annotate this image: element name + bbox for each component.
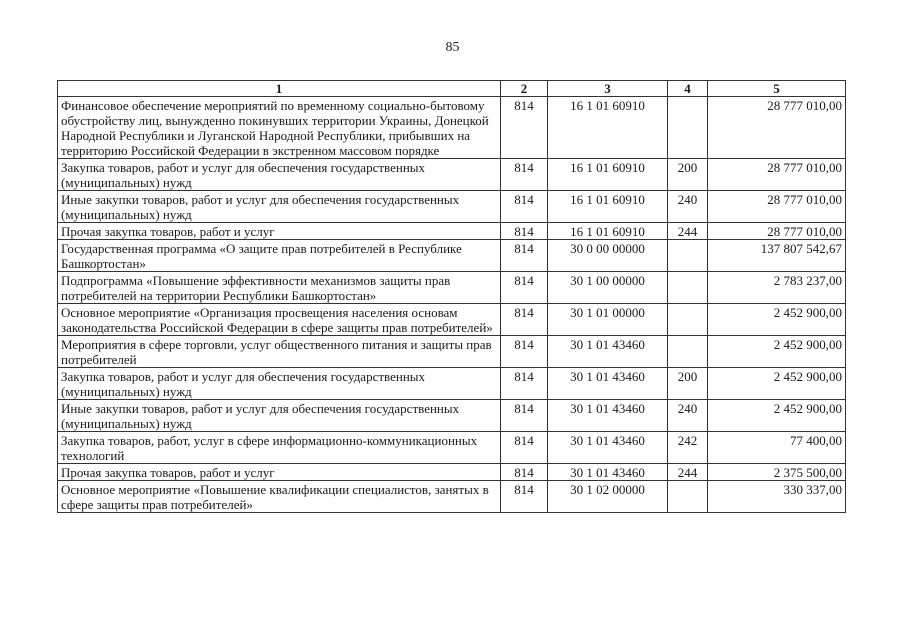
row-name: Государственная программа «О защите прав потребителей в Республике Башкортостан» — [58, 240, 501, 272]
row-name: Мероприятия в сфере торговли, услуг общественного питания и защиты прав потребителей — [58, 336, 501, 368]
table-row — [58, 272, 846, 304]
row-target-code: 30 1 01 43460 — [548, 336, 668, 368]
table-row — [58, 481, 846, 513]
row-expense-type: 200 — [668, 368, 708, 400]
row-amount: 2 375 500,00 — [708, 464, 846, 481]
table-row — [58, 97, 846, 159]
row-target-code: 30 1 02 00000 — [548, 481, 668, 513]
row-expense-type: 244 — [668, 223, 708, 240]
row-name: Основное мероприятие «Повышение квалификации специалистов, занятых в сфере защиты прав потребителей» — [58, 481, 501, 513]
row-name: Закупка товаров, работ и услуг для обеспечения государственных (муниципальных) нужд — [58, 368, 501, 400]
row-target-code: 30 1 01 43460 — [548, 432, 668, 464]
row-ministry-code: 814 — [501, 97, 548, 159]
table-body — [58, 97, 846, 513]
row-amount: 28 777 010,00 — [708, 159, 846, 191]
row-amount: 2 783 237,00 — [708, 272, 846, 304]
row-target-code: 30 1 01 43460 — [548, 400, 668, 432]
row-ministry-code: 814 — [501, 191, 548, 223]
row-amount: 330 337,00 — [708, 481, 846, 513]
row-name: Прочая закупка товаров, работ и услуг — [58, 223, 501, 240]
row-ministry-code: 814 — [501, 368, 548, 400]
row-target-code: 16 1 01 60910 — [548, 97, 668, 159]
row-amount: 2 452 900,00 — [708, 304, 846, 336]
row-ministry-code: 814 — [501, 223, 548, 240]
table-row — [58, 191, 846, 223]
row-target-code: 30 1 01 43460 — [548, 368, 668, 400]
row-expense-type — [668, 336, 708, 368]
table-row — [58, 304, 846, 336]
row-name: Иные закупки товаров, работ и услуг для обеспечения государственных (муниципальных) нужд — [58, 400, 501, 432]
row-amount: 77 400,00 — [708, 432, 846, 464]
table-row — [58, 400, 846, 432]
row-expense-type: 200 — [668, 159, 708, 191]
row-expense-type: 244 — [668, 464, 708, 481]
row-amount: 2 452 900,00 — [708, 368, 846, 400]
row-expense-type — [668, 97, 708, 159]
row-ministry-code: 814 — [501, 159, 548, 191]
row-target-code: 30 1 01 00000 — [548, 304, 668, 336]
row-amount: 28 777 010,00 — [708, 191, 846, 223]
row-name: Иные закупки товаров, работ и услуг для обеспечения государственных (муниципальных) нужд — [58, 191, 501, 223]
table-row — [58, 336, 846, 368]
row-target-code: 30 0 00 00000 — [548, 240, 668, 272]
row-expense-type: 242 — [668, 432, 708, 464]
budget-table — [57, 80, 846, 513]
row-name: Закупка товаров, работ, услуг в сфере информационно-коммуникационных технологий — [58, 432, 501, 464]
row-expense-type — [668, 272, 708, 304]
row-name: Закупка товаров, работ и услуг для обеспечения государственных (муниципальных) нужд — [58, 159, 501, 191]
row-target-code: 16 1 01 60910 — [548, 223, 668, 240]
row-amount: 28 777 010,00 — [708, 223, 846, 240]
row-name: Подпрограмма «Повышение эффективности механизмов защиты прав потребителей на территории Республики Башкортостан» — [58, 272, 501, 304]
row-ministry-code: 814 — [501, 272, 548, 304]
column-header-expense-type: 4 — [668, 81, 708, 97]
row-target-code: 30 1 01 43460 — [548, 464, 668, 481]
row-target-code: 16 1 01 60910 — [548, 159, 668, 191]
row-ministry-code: 814 — [501, 481, 548, 513]
column-header-amount: 5 — [708, 81, 846, 97]
table-row — [58, 432, 846, 464]
row-ministry-code: 814 — [501, 240, 548, 272]
column-header-ministry: 2 — [501, 81, 548, 97]
column-header-name: 1 — [58, 81, 501, 97]
row-target-code: 30 1 00 00000 — [548, 272, 668, 304]
column-header-target: 3 — [548, 81, 668, 97]
row-ministry-code: 814 — [501, 464, 548, 481]
row-expense-type: 240 — [668, 191, 708, 223]
row-expense-type — [668, 304, 708, 336]
row-ministry-code: 814 — [501, 432, 548, 464]
row-expense-type: 240 — [668, 400, 708, 432]
row-expense-type — [668, 481, 708, 513]
row-ministry-code: 814 — [501, 336, 548, 368]
row-name: Прочая закупка товаров, работ и услуг — [58, 464, 501, 481]
row-ministry-code: 814 — [501, 400, 548, 432]
row-amount: 137 807 542,67 — [708, 240, 846, 272]
row-ministry-code: 814 — [501, 304, 548, 336]
row-amount: 2 452 900,00 — [708, 336, 846, 368]
table-row — [58, 240, 846, 272]
table-row — [58, 368, 846, 400]
row-target-code: 16 1 01 60910 — [548, 191, 668, 223]
page-number: 85 — [445, 40, 460, 55]
table-row — [58, 464, 846, 481]
row-amount: 28 777 010,00 — [708, 97, 846, 159]
row-name: Основное мероприятие «Организация просвещения населения основам законодательства Российской Федерации в сфере защиты прав потребителей» — [58, 304, 501, 336]
row-name: Финансовое обеспечение мероприятий по временному социально-бытовому обустройству лиц, вынужденно покинувших территории Украины, Донецкой Народной Республики и Луганской Народной Республики, прибывших на территорию Российской Федерации в экстренном массовом порядке — [58, 97, 501, 159]
table-row — [58, 159, 846, 191]
row-amount: 2 452 900,00 — [708, 400, 846, 432]
table-row — [58, 223, 846, 240]
row-expense-type — [668, 240, 708, 272]
table-header-row — [58, 81, 846, 97]
